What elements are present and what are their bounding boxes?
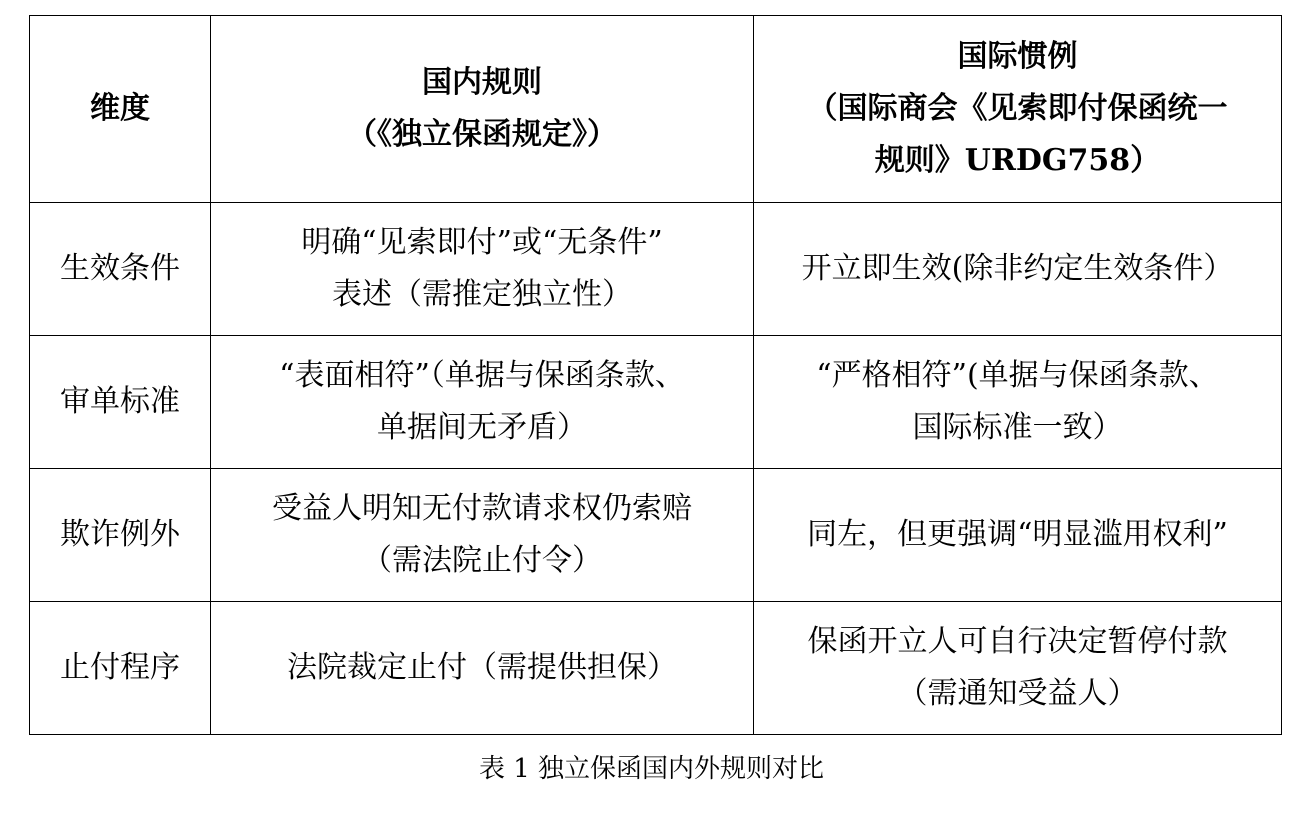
cell-line: 法院裁定止付（需提供担保） — [287, 650, 677, 685]
cell-line: 保函开立人可自行决定暂停付款 — [807, 624, 1228, 659]
header-international-title: 国际惯例 — [957, 39, 1078, 74]
cell-line: 明确“见索即付”或“无条件” — [301, 225, 663, 260]
row-domestic — [211, 469, 754, 602]
table-row — [30, 336, 1282, 469]
header-row — [30, 16, 1282, 203]
row-dimension: 欺诈例外 — [30, 469, 211, 602]
cell-line: （需法院止付令） — [362, 543, 602, 578]
row-dimension: 生效条件 — [30, 203, 211, 336]
row-international — [754, 602, 1282, 735]
row-domestic — [211, 203, 754, 336]
cell-line: “表面相符”（单据与保函条款、 — [279, 358, 685, 393]
table-row — [30, 203, 1282, 336]
rules-comparison-table — [29, 15, 1282, 735]
header-dimension: 维度 — [30, 16, 211, 203]
header-international-subtitle-2: 规则》URDG758） — [874, 143, 1161, 178]
row-domestic — [211, 602, 754, 735]
table-row — [30, 469, 1282, 602]
row-international — [754, 336, 1282, 469]
header-domestic-subtitle: （《独立保函规定》） — [347, 117, 617, 152]
cell-line: 同左，但更强调“明显滥用权利” — [807, 517, 1228, 552]
row-international — [754, 469, 1282, 602]
cell-line: 国际标准一致） — [912, 410, 1123, 445]
header-international-subtitle-1: （国际商会《见索即付保函统一 — [807, 91, 1228, 126]
cell-line: 单据间无矛盾） — [377, 410, 587, 445]
table-caption: 表 1 独立保函国内外规则对比 — [478, 754, 825, 784]
cell-line: “严格相符”(单据与保函条款、 — [816, 358, 1219, 393]
row-dimension: 审单标准 — [30, 336, 211, 469]
cell-line: 表述（需推定独立性） — [332, 277, 632, 312]
cell-line: （需通知受益人） — [897, 676, 1138, 711]
header-domestic-title: 国内规则 — [422, 65, 542, 100]
cell-line: 受益人明知无付款请求权仍索赔 — [272, 491, 692, 526]
table-row — [30, 602, 1282, 735]
cell-line: 开立即生效(除非约定生效条件） — [801, 251, 1234, 286]
header-domestic — [211, 16, 754, 203]
row-dimension: 止付程序 — [30, 602, 211, 735]
header-international — [754, 16, 1282, 203]
row-domestic — [211, 336, 754, 469]
row-international — [754, 203, 1282, 336]
